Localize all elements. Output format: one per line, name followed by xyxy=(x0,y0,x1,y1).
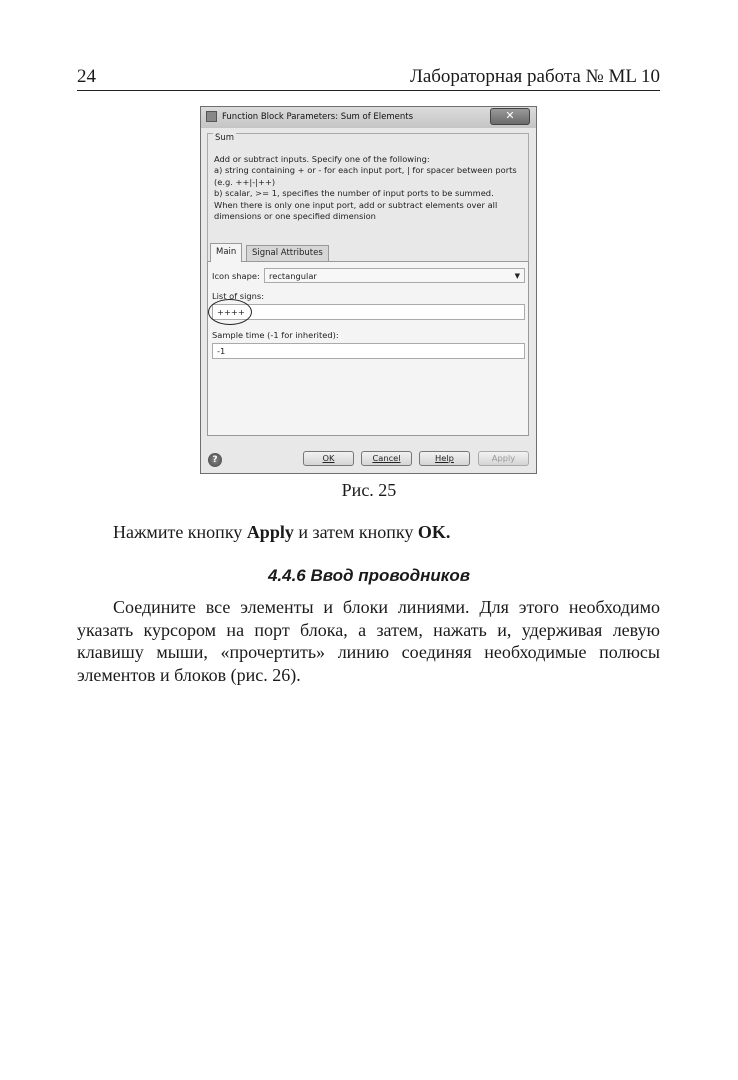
cancel-button[interactable]: Cancel xyxy=(361,451,412,466)
icon-shape-label: Icon shape: xyxy=(212,271,260,281)
paragraph-line: клавишу мыши, «прочертить» линию соединяя необходимые полюсы xyxy=(77,642,660,662)
paragraph-line: указать курсором на порт блока, а затем, нажать и, удерживая левую xyxy=(77,619,660,640)
instruction-apply: Apply xyxy=(246,522,294,542)
function-block-parameters-dialog xyxy=(200,106,537,474)
figure-caption: Рис. 25 xyxy=(341,480,397,500)
matlab-window-icon xyxy=(206,111,217,122)
sample-time-label: Sample time (-1 for inherited): xyxy=(212,330,339,340)
dialog-titlebar xyxy=(201,107,536,128)
instruction-mid: и затем кнопку xyxy=(293,522,418,542)
help-button[interactable]: Help xyxy=(419,451,470,466)
icon-shape-select[interactable] xyxy=(264,268,525,283)
list-of-signs-label: List of signs: xyxy=(212,291,265,301)
description-line: Add or subtract inputs. Specify one of the following: xyxy=(214,154,430,164)
tab-main[interactable]: Main xyxy=(210,243,242,262)
description-text xyxy=(214,154,517,222)
paragraph-line: элементов и блоков (рис. 26). xyxy=(77,664,301,685)
section-heading: 4.4.6 Ввод проводников xyxy=(267,566,471,585)
close-icon: ✕ xyxy=(505,109,515,122)
icon-shape-value: rectangular xyxy=(269,271,317,281)
dialog-title: Function Block Parameters: Sum of Elements xyxy=(222,112,414,122)
tab-signal-attributes[interactable]: Signal Attributes xyxy=(246,245,329,262)
ok-button[interactable]: OK xyxy=(303,451,354,466)
annotation-circle xyxy=(208,299,252,325)
sample-time-input[interactable] xyxy=(212,343,525,359)
running-title: Лабораторная работа № ML 10 xyxy=(409,66,660,87)
apply-button[interactable]: Apply xyxy=(478,451,529,466)
description-line: b) scalar, >= 1, specifies the number of input ports to be summed. xyxy=(214,188,494,199)
list-of-signs-value: ++++ xyxy=(217,307,245,317)
dialog-button-bar xyxy=(201,445,536,469)
parameters-panel xyxy=(207,261,529,436)
paragraph-line: Соедините все элементы и блоки линиями. Для этого необходимо xyxy=(113,597,660,617)
sample-time-value: -1 xyxy=(217,346,226,356)
description-line: dimensions or one specified dimension xyxy=(214,211,376,222)
list-of-signs-input[interactable] xyxy=(212,304,525,320)
description-line: a) string containing + or - for each input port, | for spacer between ports xyxy=(214,165,517,176)
page-number: 24 xyxy=(77,66,96,87)
instruction-ok: OK. xyxy=(417,522,451,542)
description-line: (e.g. ++|-|++) xyxy=(214,176,276,187)
chevron-down-icon: ▼ xyxy=(514,272,520,280)
instruction-pre: Нажмите кнопку xyxy=(113,522,247,542)
group-title: Sum xyxy=(215,133,235,143)
page-header xyxy=(77,64,660,91)
description-line: When there is only one input port, add or subtract elements over all xyxy=(214,199,498,210)
close-button[interactable] xyxy=(490,108,530,125)
body-paragraph xyxy=(77,596,660,686)
help-icon[interactable]: ? xyxy=(208,453,222,467)
instruction-text xyxy=(113,522,450,543)
